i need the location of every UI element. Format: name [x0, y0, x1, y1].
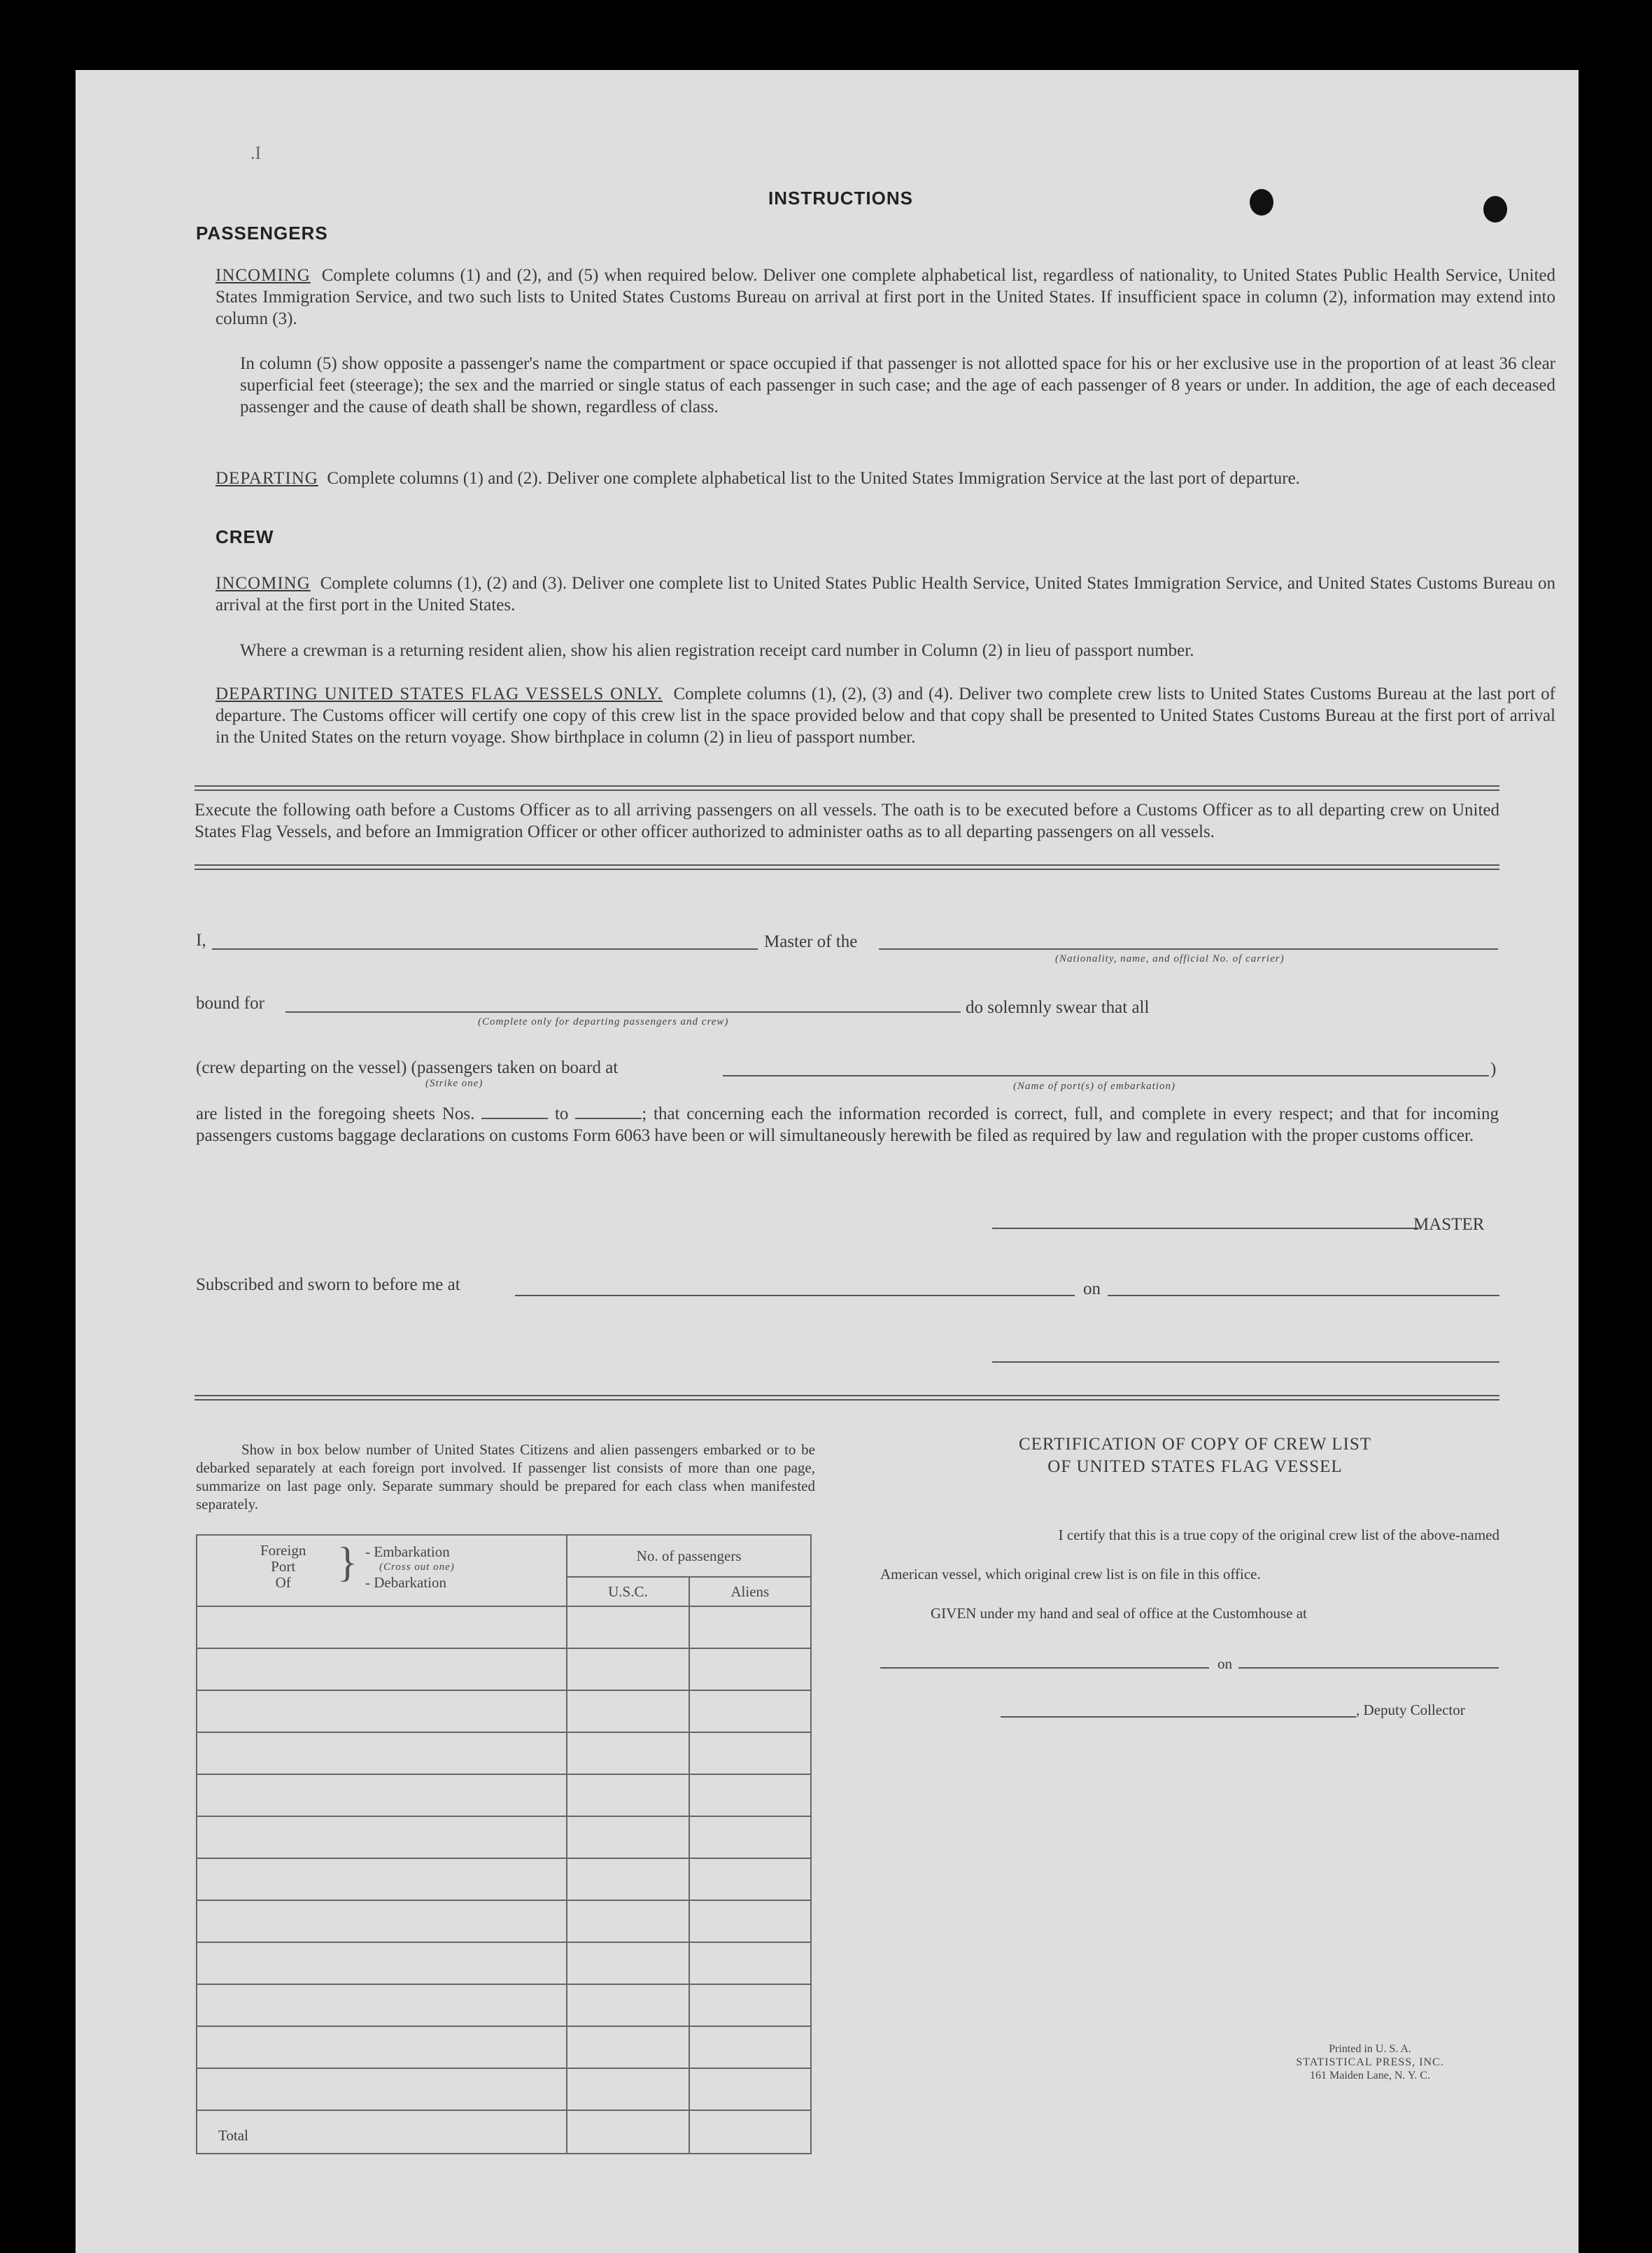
crew-heading: CREW [216, 526, 274, 547]
passenger-summary-table [196, 1534, 812, 2154]
listed-prefix: are listed in the foregoing sheets Nos. [196, 1104, 475, 1123]
usc-cell[interactable] [567, 1648, 689, 1690]
divider-double-2 [195, 864, 1499, 870]
crew-incoming-text: Complete columns (1), (2) and (3). Deliver one complete list to United States Public Health Service, United States Immigration Service, and United States Customs Bureau on arrival at the first port in the United States. [216, 574, 1555, 615]
listed-sheets-line [196, 1103, 1499, 1146]
of-word: Of [275, 1574, 291, 1591]
crew-resident-text: Where a crewman is a returning resident alien, show his alien registration receipt card number in Column (2) in lieu of passport number. [240, 641, 1194, 660]
close-paren: ) [1490, 1060, 1497, 1079]
passengers-incoming-text: Complete columns (1) and (2), and (5) when required below. Deliver one complete alphabetical list, regardless of nationality, to United States Public Health Service, United States Immigration Service, and two such lists to United States Customs Bureau on arrival at first port in the United States. If insufficient space in column (2), information may extend into column (3). [216, 266, 1556, 328]
port-cell[interactable] [197, 1816, 567, 1858]
given-line: GIVEN under my hand and seal of office at the Customhouse at [931, 1605, 1307, 1622]
subscribed-label: Subscribed and sworn to before me at [196, 1275, 460, 1294]
aliens-cell[interactable] [689, 1900, 811, 1942]
usc-cell[interactable] [567, 1606, 689, 1648]
aliens-cell[interactable] [689, 2068, 811, 2110]
summary-total-row [197, 2110, 811, 2154]
debarkation-option[interactable]: - Debarkation [365, 1574, 447, 1591]
port-word: Port [271, 1558, 296, 1575]
summary-row [197, 1732, 811, 1774]
aliens-cell[interactable] [689, 1732, 811, 1774]
printer-line-1: Printed in U. S. A. [1329, 2043, 1411, 2055]
cert-on-label: on [1217, 1655, 1232, 1672]
port-cell[interactable] [197, 1732, 567, 1774]
usc-cell[interactable] [567, 1690, 689, 1732]
aliens-cell[interactable] [689, 1648, 811, 1690]
crew-departing-flag-label: DEPARTING UNITED STATES FLAG VESSELS ONLY. [216, 685, 663, 703]
passengers-departing-text: Complete columns (1) and (2). Deliver one complete alphabetical list to the United States Immigration Service at the last port of departure. [327, 469, 1300, 488]
deputy-collector-label: , Deputy Collector [1356, 1701, 1465, 1718]
summary-row [197, 1774, 811, 1816]
summary-row [197, 1942, 811, 1984]
summary-note: Show in box below number of United States Citizens and alien passengers embarked or to be debarked separately at each foreign port involved. If passenger list consists of more than one page, summarize on last page only. Separate summary should be prepared for each class when manifested separately. [196, 1441, 815, 1512]
bound-for-line[interactable] [285, 1011, 961, 1013]
punch-hole-right [1483, 196, 1507, 223]
usc-cell[interactable] [567, 1774, 689, 1816]
master-signature-line[interactable] [992, 1228, 1419, 1229]
aliens-cell[interactable] [689, 1858, 811, 1900]
port-cell[interactable] [197, 1984, 567, 2026]
document-page [76, 70, 1579, 2253]
deputy-collector-line[interactable] [1001, 1716, 1356, 1718]
usc-header: U.S.C. [567, 1577, 689, 1606]
summary-row [197, 2068, 811, 2110]
aliens-cell[interactable] [689, 1816, 811, 1858]
aliens-cell[interactable] [689, 1690, 811, 1732]
summary-row [197, 1690, 811, 1732]
master-of-the-label: Master of the [764, 932, 858, 951]
certification-heading-1: CERTIFICATION OF COPY OF CREW LIST [1018, 1435, 1372, 1454]
certification-heading [936, 1433, 1454, 1478]
crew-incoming-section [216, 573, 1555, 616]
summary-row [197, 1858, 811, 1900]
port-cell[interactable] [197, 1942, 567, 1984]
crew-departing-flag-section [216, 683, 1555, 748]
crew-incoming-label: INCOMING [216, 574, 311, 593]
aliens-cell[interactable] [689, 1984, 811, 2026]
total-usc-cell[interactable] [567, 2110, 689, 2154]
printer-line-2: STATISTICAL PRESS, INC. [1296, 2056, 1444, 2068]
embarkation-option[interactable]: - Embarkation [365, 1543, 450, 1560]
no-of-passengers-header: No. of passengers [567, 1535, 811, 1577]
aliens-cell[interactable] [689, 1774, 811, 1816]
aliens-cell[interactable] [689, 1606, 811, 1648]
customhouse-line[interactable] [880, 1667, 1209, 1669]
summary-row [197, 1606, 811, 1648]
port-cell[interactable] [197, 1858, 567, 1900]
embark-debark-labels [365, 1544, 455, 1590]
divider-double-3 [195, 1395, 1499, 1401]
summary-row [197, 1900, 811, 1942]
printer-line-3: 161 Maiden Lane, N. Y. C. [1310, 2070, 1430, 2082]
complete-only-caption: (Complete only for departing passengers and crew) [478, 1016, 729, 1027]
summary-row [197, 2026, 811, 2068]
page-title: INSTRUCTIONS [768, 188, 913, 209]
listed-rest: ; that concerning each the information recorded is correct, full, and complete in every respect; and that for incoming passengers customs baggage declarations on customs Form 6063 have been or will simultaneously herewith be filed as required by law and regulation with the proper customs officer. [196, 1104, 1499, 1145]
usc-cell[interactable] [567, 2026, 689, 2068]
bound-for-label: bound for [196, 994, 264, 1013]
divider-double-1 [195, 785, 1499, 791]
aliens-cell[interactable] [689, 2026, 811, 2068]
foreign-word: Foreign [260, 1542, 306, 1559]
total-label: Total [218, 2127, 248, 2144]
passengers-heading: PASSENGERS [196, 223, 328, 244]
port-cell[interactable] [197, 2068, 567, 2110]
certification-heading-2: OF UNITED STATES FLAG VESSEL [1047, 1457, 1343, 1476]
cross-out-caption: (Cross out one) [379, 1561, 455, 1573]
passengers-departing-label: DEPARTING [216, 469, 318, 488]
passengers-departing-section [216, 468, 1555, 489]
to-word: to [554, 1104, 569, 1123]
subscribed-on-label: on [1083, 1279, 1101, 1298]
master-name-line[interactable] [212, 948, 758, 950]
nationality-caption: (Nationality, name, and official No. of carrier) [1055, 953, 1285, 964]
ports-caption: (Name of port(s) of embarkation) [1013, 1081, 1176, 1092]
passengers-incoming-section [216, 265, 1555, 330]
port-cell[interactable] [197, 1648, 567, 1690]
usc-cell[interactable] [567, 1900, 689, 1942]
oath-intro: Execute the following oath before a Customs Officer as to all arriving passengers on all vessels. The oath is to be executed before a Customs Officer as to all departing crew on United States Flag Vessels, and before an Immigration Officer or other officer authorized to administer oaths as to all departing passengers on all vessels. [195, 801, 1499, 841]
crew-departing-label: (crew departing on the vessel) (passengers taken on board at [196, 1058, 619, 1077]
subscribed-place-line[interactable] [515, 1295, 1075, 1296]
summary-row [197, 1816, 811, 1858]
carrier-line[interactable] [879, 948, 1498, 950]
usc-cell[interactable] [567, 1858, 689, 1900]
usc-cell[interactable] [567, 1732, 689, 1774]
cert-date-line[interactable] [1238, 1667, 1499, 1669]
printer-imprint [1265, 2042, 1475, 2082]
brace-icon: } [337, 1539, 358, 1585]
crew-departing-flag-text: Complete columns (1), (2), (3) and (4). Deliver two complete crew lists to United States Customs Bureau at the last port of departure. The Customs officer will certify one copy of this crew list in the space provided below and that copy shall be presented to United States Customs Bureau at the first port of arrival in the United States on the return voyage. Show birthplace in column (2) in lieu of passport number. [216, 685, 1555, 747]
sheets-from-blank[interactable] [481, 1105, 548, 1119]
port-cell[interactable] [197, 1900, 567, 1942]
aliens-header: Aliens [689, 1577, 811, 1606]
officer-signature-line[interactable] [992, 1361, 1499, 1363]
master-label: MASTER [1413, 1215, 1485, 1234]
page-mark: .I [250, 143, 262, 163]
oath-i-label: I, [196, 931, 206, 950]
port-cell[interactable] [197, 1606, 567, 1648]
usc-cell[interactable] [567, 1942, 689, 1984]
passengers-column5-text: In column (5) show opposite a passenger's name the compartment or space occupied if that passenger is not allotted space for his or her exclusive use in the proportion of at least 36 clear superficial feet (steerage); the sex and the married or single status of each passenger in such case; and the age of each passenger of 8 years or under. In addition, the age of each deceased passenger and the cause of death shall be shown, regardless of class. [240, 354, 1555, 416]
certify-line-1: I certify that this is a true copy of the original crew list of the above-named [1058, 1526, 1499, 1543]
usc-cell[interactable] [567, 2068, 689, 2110]
summary-row [197, 1648, 811, 1690]
punch-hole-left [1250, 189, 1273, 216]
foreign-port-of-label [260, 1543, 306, 1591]
passengers-incoming-label: INCOMING [216, 266, 311, 285]
strike-one-caption: (Strike one) [425, 1078, 483, 1089]
aliens-cell[interactable] [689, 1942, 811, 1984]
summary-header-row [197, 1535, 811, 1577]
sheets-to-blank[interactable] [575, 1105, 642, 1119]
port-cell[interactable] [197, 1690, 567, 1732]
port-cell[interactable] [197, 1774, 567, 1816]
subscribed-date-line[interactable] [1108, 1295, 1499, 1296]
foreign-port-header [197, 1535, 567, 1606]
total-label-cell [197, 2110, 567, 2154]
usc-cell[interactable] [567, 1984, 689, 2026]
total-aliens-cell[interactable] [689, 2110, 811, 2154]
embarkation-ports-line[interactable] [723, 1075, 1489, 1076]
certify-line-2: American vessel, which original crew list is on file in this office. [880, 1566, 1261, 1582]
usc-cell[interactable] [567, 1816, 689, 1858]
summary-row [197, 1984, 811, 2026]
port-cell[interactable] [197, 2026, 567, 2068]
do-solemnly-swear: do solemnly swear that all [966, 998, 1150, 1017]
